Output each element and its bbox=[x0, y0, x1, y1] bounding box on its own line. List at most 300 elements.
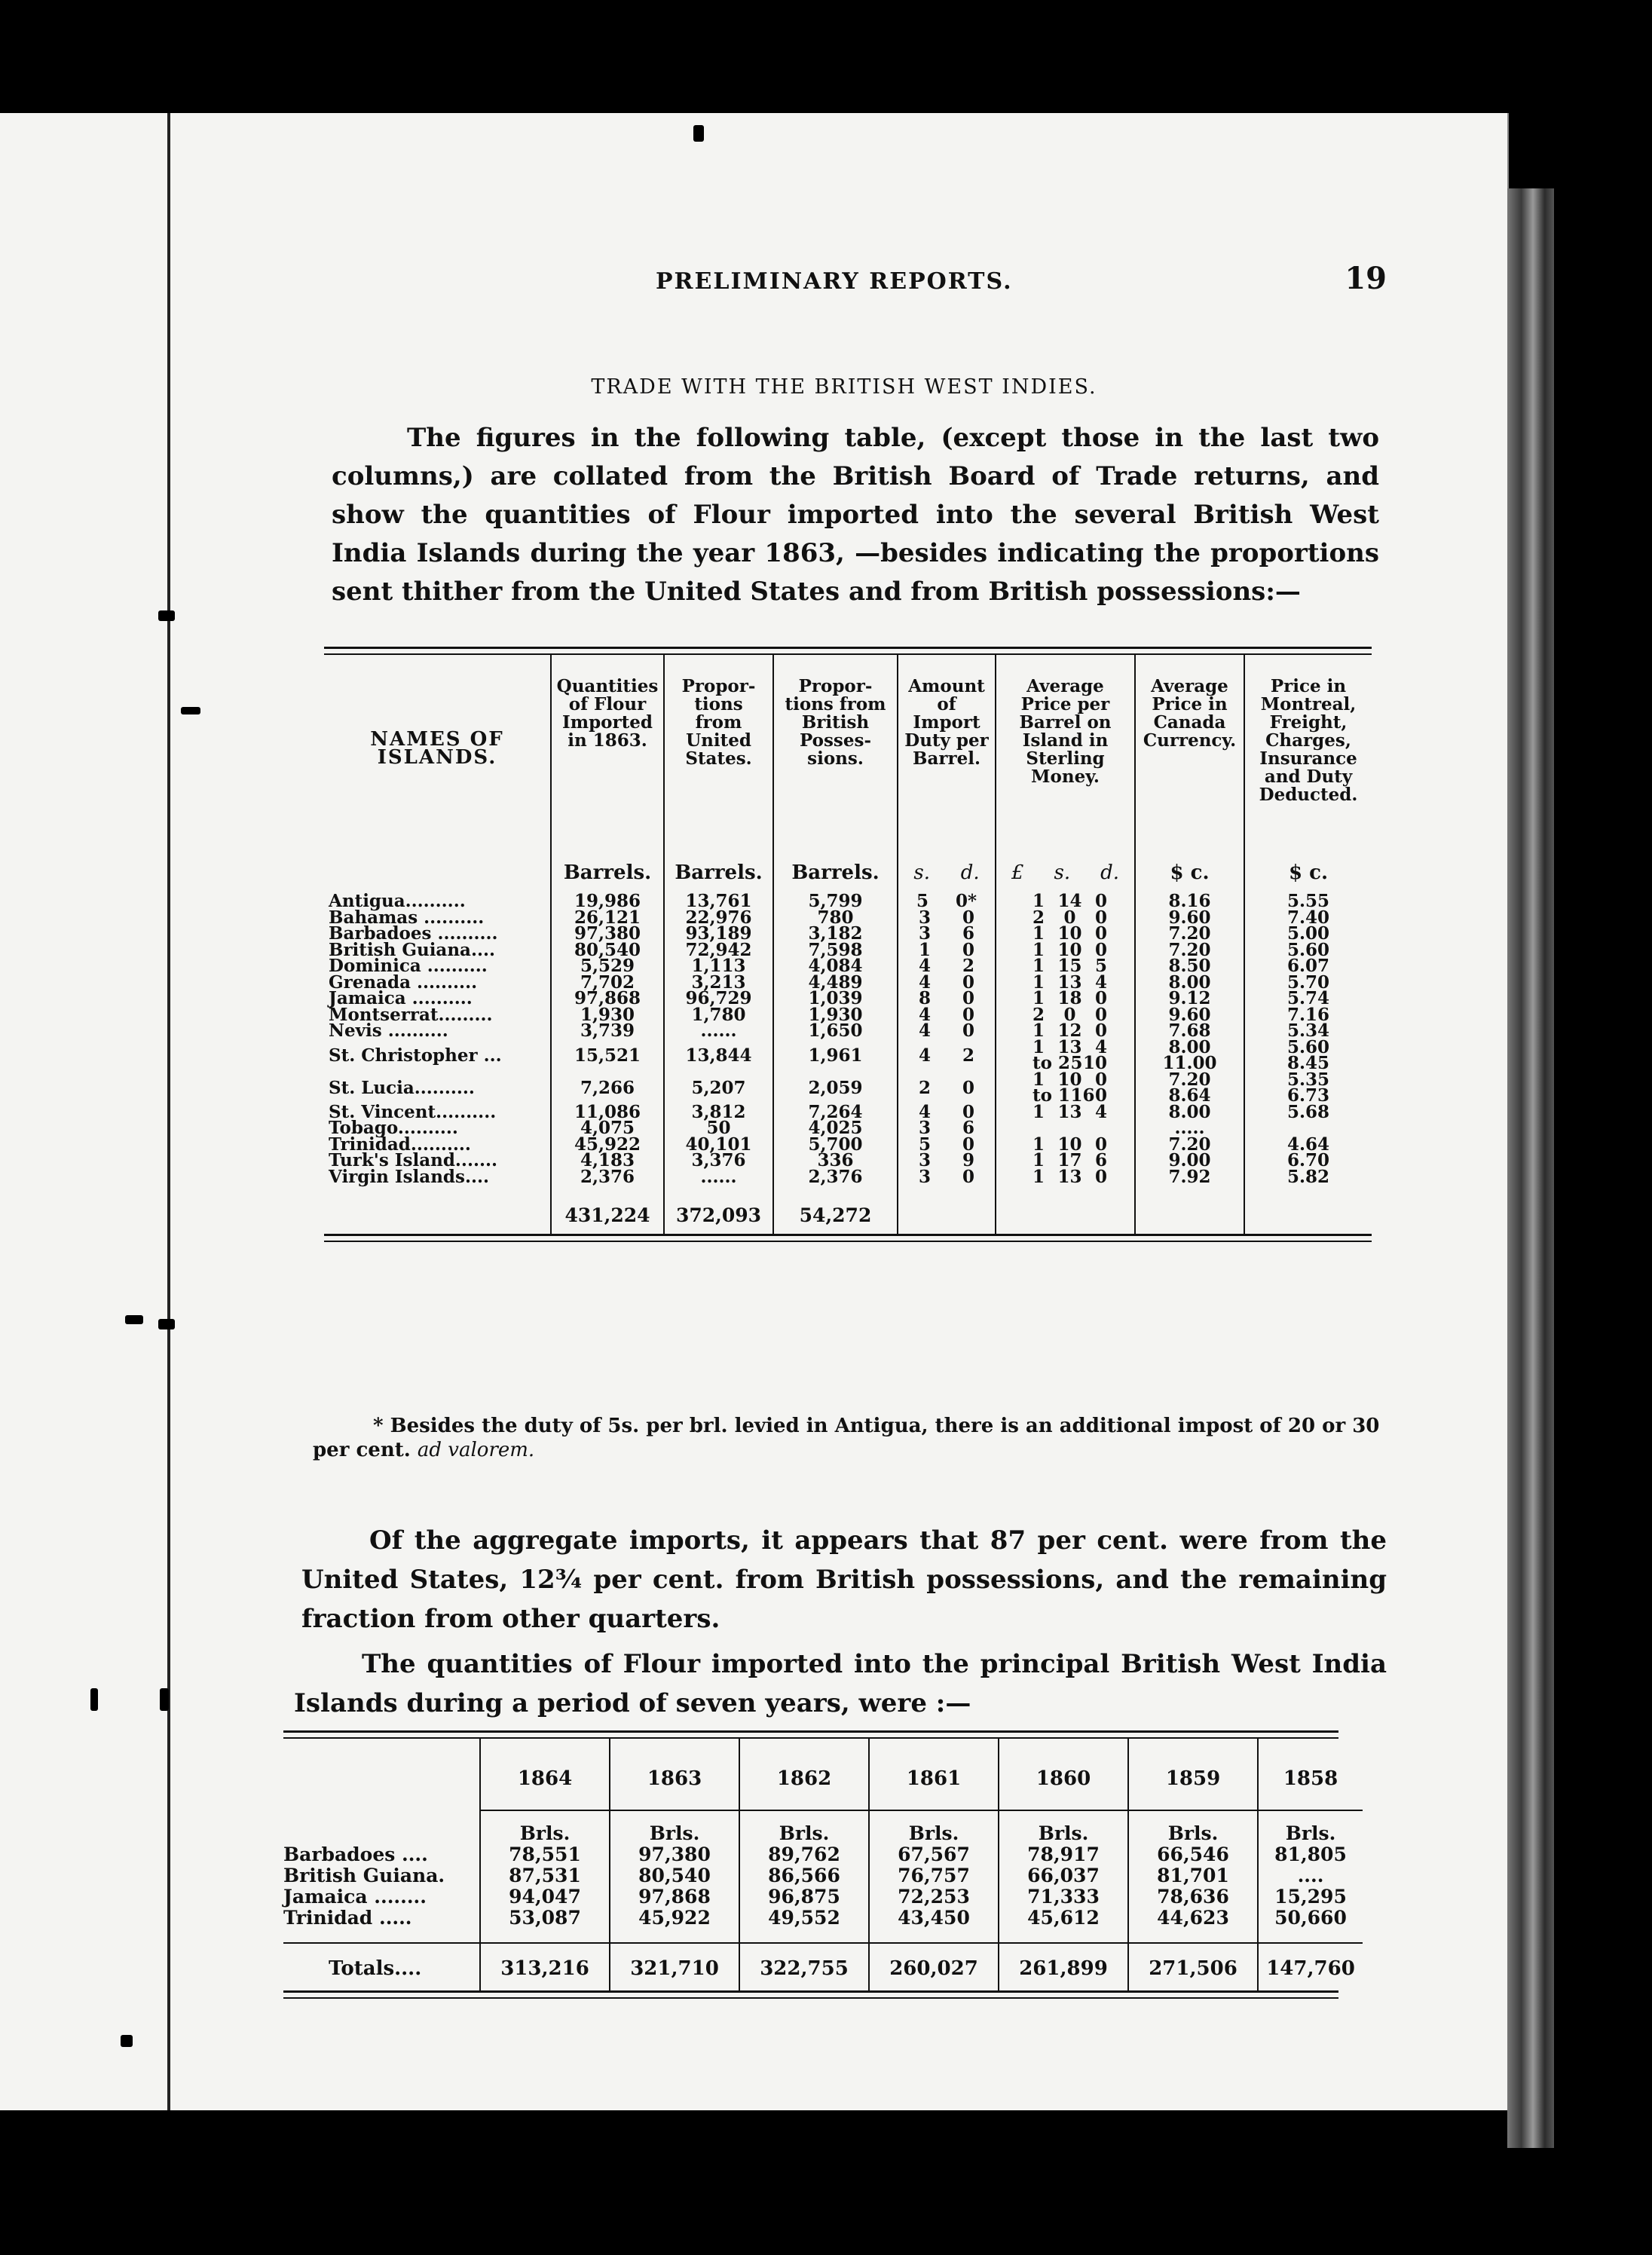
island-names-column bbox=[324, 889, 550, 1189]
table-cell: ...... bbox=[700, 1020, 737, 1041]
sterling-value: 0 bbox=[1094, 939, 1107, 960]
table-cell bbox=[903, 923, 990, 944]
table-cell: Virgin Islands.... bbox=[329, 1166, 489, 1187]
table-cell: Brls. bbox=[649, 1822, 700, 1844]
binding-mark bbox=[158, 1319, 175, 1329]
year-column bbox=[609, 1811, 739, 1942]
sterling-value: 13 bbox=[1057, 1101, 1082, 1122]
duty-value: 3 bbox=[918, 923, 931, 944]
table-cell: 11.00 bbox=[1162, 1053, 1217, 1073]
table-cell: 5.70 bbox=[1286, 971, 1330, 993]
table-cell: British Guiana.... bbox=[329, 939, 495, 960]
table-cell: Brls. bbox=[1038, 1822, 1089, 1844]
table-cell: 1,930 bbox=[580, 1004, 635, 1025]
table-cell: 9.12 bbox=[1168, 988, 1211, 1008]
table-units-row bbox=[324, 851, 1372, 889]
table-cell bbox=[903, 1020, 990, 1041]
table-cell: 71,333 bbox=[1027, 1886, 1100, 1908]
table-cell: 87,531 bbox=[509, 1865, 581, 1886]
column-header: Average Price in Canada Currency. bbox=[1134, 655, 1244, 851]
table-cell: 3,376 bbox=[691, 1150, 746, 1170]
table-cell bbox=[903, 1166, 990, 1187]
table-cell: 96,729 bbox=[685, 988, 752, 1008]
table-cell bbox=[903, 893, 990, 910]
table-cell: 3,812 bbox=[691, 1101, 746, 1122]
footnote-text: * Besides the duty of 5s. per brl. levied in Antigua, there is an additional impost of 20 or 30 per cent. bbox=[313, 1415, 1380, 1461]
section-title: TRADE WITH THE BRITISH WEST INDIES. bbox=[591, 375, 1097, 399]
sterling-value: 5 bbox=[1094, 956, 1107, 976]
sterling-value: 0 bbox=[1094, 1004, 1107, 1025]
table-cell bbox=[903, 958, 990, 975]
page-header bbox=[317, 261, 1387, 296]
totals-label: Totals.... bbox=[283, 1942, 479, 1990]
table-cell: 1,650 bbox=[808, 1020, 863, 1041]
table-cell: .... bbox=[1297, 1865, 1324, 1886]
binding-mark bbox=[160, 1688, 169, 1711]
unit-label: s. bbox=[913, 861, 930, 884]
sterling-value: 1 bbox=[1032, 971, 1045, 993]
table-cell: 5,799 bbox=[808, 891, 863, 911]
table-cell: 8.64 bbox=[1168, 1085, 1211, 1106]
table-header-row bbox=[324, 655, 1372, 851]
sterling-value: 12 bbox=[1057, 1020, 1082, 1041]
table-cell: 97,868 bbox=[574, 988, 641, 1008]
running-head: PRELIMINARY REPORTS. bbox=[656, 268, 1013, 295]
table-cell bbox=[903, 907, 990, 928]
column-header: Quantities of Flour Imported in 1863. bbox=[550, 655, 663, 851]
quantity-column bbox=[550, 889, 663, 1189]
unit-label: $ c. bbox=[1134, 851, 1244, 889]
table-cell: 45,612 bbox=[1027, 1907, 1100, 1929]
united-states-column bbox=[663, 889, 772, 1189]
table-cell: 96,875 bbox=[768, 1886, 840, 1908]
table-cell bbox=[903, 939, 990, 960]
duty-value: 0* bbox=[955, 891, 977, 911]
year-header: 1858 bbox=[1257, 1739, 1363, 1811]
table-cell: 43,450 bbox=[898, 1907, 970, 1929]
sterling-value: 1 bbox=[1032, 1020, 1045, 1041]
table-cell: 50,660 bbox=[1274, 1907, 1347, 1929]
unit-label: d. bbox=[1100, 861, 1119, 884]
table-cell: 5.60 bbox=[1286, 1036, 1330, 1057]
duty-value: 1 bbox=[918, 939, 931, 960]
table-cell: 80,540 bbox=[638, 1865, 711, 1886]
table-cell: 5.55 bbox=[1286, 891, 1330, 911]
year-total: 313,216 bbox=[479, 1942, 609, 1990]
table-cell: Barbadoes .... bbox=[283, 1843, 428, 1865]
year-column bbox=[1127, 1811, 1257, 1942]
table-cell: 3,739 bbox=[580, 1020, 635, 1041]
montreal-price-column bbox=[1244, 889, 1372, 1189]
year-column bbox=[998, 1811, 1127, 1942]
table-cell bbox=[903, 1152, 990, 1169]
unit-label: Barrels. bbox=[772, 851, 897, 889]
table-cell: 15,521 bbox=[574, 1045, 641, 1066]
table-cell: 6.73 bbox=[1286, 1085, 1330, 1106]
table-cell: 13,844 bbox=[685, 1045, 752, 1066]
table-cell: 50 bbox=[706, 1118, 731, 1138]
table-cell: 9.60 bbox=[1168, 907, 1211, 928]
duty-value: 0 bbox=[962, 1101, 974, 1122]
year-column bbox=[1257, 1811, 1363, 1942]
table-cell: 67,567 bbox=[898, 1843, 970, 1865]
table-cell: 336 bbox=[817, 1150, 854, 1170]
table-cell: St. Christopher ... bbox=[329, 1045, 502, 1066]
sterling-value: 1 bbox=[1032, 891, 1045, 911]
sterling-value: 6 bbox=[1094, 1150, 1107, 1170]
sterling-value: 1 bbox=[1032, 1036, 1045, 1057]
table-cell: 78,551 bbox=[509, 1843, 581, 1865]
seven-year-body bbox=[283, 1811, 1347, 1942]
table-cell: 72,942 bbox=[685, 939, 752, 960]
table-cell: 1,113 bbox=[691, 956, 746, 976]
sterling-value: 10 bbox=[1057, 1134, 1082, 1155]
year-total: 260,027 bbox=[868, 1942, 998, 1990]
table-cell bbox=[903, 1072, 990, 1104]
table-cell: Brls. bbox=[908, 1822, 959, 1844]
seven-year-table bbox=[283, 1730, 1355, 1999]
table-cell: 1,930 bbox=[808, 1004, 863, 1025]
table-cell: 9.00 bbox=[1168, 1150, 1211, 1170]
duty-value: 4 bbox=[918, 1020, 931, 1041]
table-cell bbox=[903, 1039, 990, 1072]
column-header: Average Price per Barrel on Island in Sterling Money. bbox=[995, 655, 1134, 851]
sterling-value: 1 bbox=[1032, 956, 1045, 976]
table-cell bbox=[903, 990, 990, 1007]
year-total: 322,755 bbox=[739, 1942, 868, 1990]
sterling-value: 4 bbox=[1094, 1101, 1107, 1122]
sterling-value: 0 bbox=[1094, 923, 1107, 944]
table-cell: 5.74 bbox=[1286, 988, 1330, 1008]
table-cell: Turk's Island....... bbox=[329, 1150, 497, 1170]
table-cell: Brls. bbox=[519, 1822, 571, 1844]
sterling-value: 13 bbox=[1057, 1036, 1082, 1057]
table-cell: 8.00 bbox=[1168, 1101, 1211, 1122]
sterling-value: 13 bbox=[1057, 971, 1082, 993]
table-cell: 89,762 bbox=[768, 1843, 840, 1865]
table-cell: Bahamas .......... bbox=[329, 907, 485, 928]
table-cell: 44,623 bbox=[1157, 1907, 1229, 1929]
table-cell: Brls. bbox=[779, 1822, 830, 1844]
table-cell: 13,761 bbox=[685, 891, 752, 911]
sterling-value: 13 bbox=[1057, 1166, 1082, 1187]
table-cell: 7.20 bbox=[1168, 1134, 1211, 1155]
sterling-value: 0 bbox=[1094, 1020, 1107, 1041]
duty-value: 0 bbox=[962, 1020, 974, 1041]
sterling-value: 2 bbox=[1032, 907, 1045, 928]
table-cell: 3,182 bbox=[808, 923, 863, 944]
table-cell: 78,636 bbox=[1157, 1886, 1229, 1908]
table-cell: 5.35 bbox=[1286, 1069, 1330, 1090]
table-cell bbox=[903, 971, 990, 993]
table-cell: 4,075 bbox=[580, 1118, 635, 1138]
table-cell: Grenada .......... bbox=[329, 971, 478, 993]
duty-value: 0 bbox=[962, 1004, 974, 1025]
sterling-value: 10 bbox=[1082, 1053, 1107, 1073]
year-total: 261,899 bbox=[998, 1942, 1127, 1990]
year-header-row bbox=[283, 1739, 1338, 1811]
table-cell: 5.82 bbox=[1286, 1166, 1330, 1187]
year-header: 1860 bbox=[998, 1739, 1127, 1811]
table-cell: Montserrat......... bbox=[329, 1004, 493, 1025]
flour-imports-table bbox=[324, 647, 1372, 1242]
year-total: 321,710 bbox=[609, 1942, 739, 1990]
sterling-value: 0 bbox=[1094, 891, 1107, 911]
table-cell: 7.40 bbox=[1286, 907, 1330, 928]
sterling-value: 0 bbox=[1094, 1085, 1107, 1106]
table-cell: Nevis .......... bbox=[329, 1020, 448, 1041]
table-cell: 7,266 bbox=[580, 1077, 635, 1098]
table-cell: 19,986 bbox=[574, 891, 641, 911]
sterling-value: 1 bbox=[1032, 923, 1045, 944]
duty-column bbox=[897, 889, 995, 1189]
table-cell: 66,037 bbox=[1027, 1865, 1100, 1886]
sterling-value: 2 bbox=[1032, 1004, 1045, 1025]
column-header: Amount of Import Duty per Barrel. bbox=[897, 655, 995, 851]
table-cell: 15,295 bbox=[1274, 1886, 1347, 1908]
duty-value: 6 bbox=[962, 1118, 974, 1138]
sterling-value: 1 bbox=[1032, 988, 1045, 1008]
table-cell: St. Vincent.......... bbox=[329, 1101, 497, 1122]
table-cell: 4,489 bbox=[808, 971, 863, 993]
table-cell: 5.00 bbox=[1286, 923, 1330, 944]
table-cell: 6.07 bbox=[1286, 956, 1330, 976]
table-cell bbox=[903, 1101, 990, 1122]
table-cell: 45,922 bbox=[638, 1907, 711, 1929]
sterling-value: 4 bbox=[1094, 971, 1107, 993]
table-cell: 7,702 bbox=[580, 971, 635, 993]
british-column bbox=[772, 889, 897, 1189]
footnote-italic: ad valorem. bbox=[417, 1439, 535, 1461]
table-cell bbox=[1001, 1166, 1130, 1187]
unit-label: Barrels. bbox=[663, 851, 772, 889]
sterling-value: 1 bbox=[1032, 1134, 1045, 1155]
table-cell: Brls. bbox=[1167, 1822, 1219, 1844]
table-cell: 66,546 bbox=[1157, 1843, 1229, 1865]
table-cell bbox=[903, 1120, 990, 1137]
gutter-line bbox=[167, 113, 170, 2110]
sterling-value: 10 bbox=[1057, 1069, 1082, 1090]
sterling-value: 10 bbox=[1057, 923, 1082, 944]
table-cell: 7.20 bbox=[1168, 923, 1211, 944]
sterling-value: to 2 bbox=[1032, 1053, 1070, 1073]
duty-value: 5 bbox=[918, 1134, 931, 1155]
unit-label: s. bbox=[1054, 861, 1071, 884]
table-cell: 49,552 bbox=[768, 1907, 840, 1929]
duty-value: 6 bbox=[962, 923, 974, 944]
duty-value: 4 bbox=[918, 1101, 931, 1122]
duty-value: 0 bbox=[962, 988, 974, 1008]
duty-value: 2 bbox=[962, 1045, 974, 1066]
table-cell: 81,701 bbox=[1157, 1865, 1229, 1886]
duty-value: 4 bbox=[918, 956, 931, 976]
duty-value: 8 bbox=[918, 988, 931, 1008]
table-cell: 8.00 bbox=[1168, 1036, 1211, 1057]
table-cell: St. Lucia.......... bbox=[329, 1077, 475, 1098]
table-cell: 8.45 bbox=[1286, 1053, 1330, 1073]
year-total: 271,506 bbox=[1127, 1942, 1257, 1990]
table-cell: 78,917 bbox=[1027, 1843, 1100, 1865]
footnote bbox=[313, 1414, 1383, 1462]
table-cell: 26,121 bbox=[574, 907, 641, 928]
sterling-value: 1 bbox=[1032, 1150, 1045, 1170]
table-cell: 5.68 bbox=[1286, 1101, 1330, 1122]
duty-value: 5 bbox=[916, 891, 928, 911]
sterling-value: 0 bbox=[1094, 1166, 1107, 1187]
aggregate-paragraph: Of the aggregate imports, it appears that 87 per cent. were from the United States, 12¾ per cent. from British possessions, and the remaining fraction from other quarters. bbox=[301, 1525, 1387, 1634]
sterling-value: 1 bbox=[1032, 1166, 1045, 1187]
year-header: 1863 bbox=[609, 1739, 739, 1811]
sterling-value: 1 bbox=[1032, 939, 1045, 960]
sterling-value: 10 bbox=[1057, 939, 1082, 960]
sterling-value: 15 bbox=[1057, 956, 1082, 976]
table-cell: 4.64 bbox=[1286, 1134, 1330, 1155]
column-header: Propor-tions from United States. bbox=[663, 655, 772, 851]
table-cell: British Guiana. bbox=[283, 1865, 445, 1886]
unit-label: d. bbox=[960, 861, 980, 884]
year-total: 147,760 bbox=[1257, 1942, 1363, 1990]
sterling-value: 0 bbox=[1094, 988, 1107, 1008]
duty-value: 0 bbox=[962, 1166, 974, 1187]
table-cell: 4,084 bbox=[808, 956, 863, 976]
total-value: 372,093 bbox=[663, 1189, 772, 1234]
table-cell: 97,868 bbox=[638, 1886, 711, 1908]
year-header: 1859 bbox=[1127, 1739, 1257, 1811]
sterling-value: 1 bbox=[1032, 1101, 1045, 1122]
table-cell: 1,039 bbox=[808, 988, 863, 1008]
table-cell: Jamaica ........ bbox=[283, 1886, 427, 1908]
sterling-value: 4 bbox=[1094, 1036, 1107, 1057]
sterling-value: 0 bbox=[1094, 1069, 1107, 1090]
sterling-value: 18 bbox=[1057, 988, 1082, 1008]
binding-mark bbox=[90, 1688, 98, 1711]
table-cell: 5,700 bbox=[808, 1134, 863, 1155]
sterling-value: 16 bbox=[1070, 1085, 1095, 1106]
t2-island-names-column bbox=[283, 1811, 479, 1942]
unit-label: $ c. bbox=[1244, 851, 1372, 889]
duty-value: 4 bbox=[918, 971, 931, 993]
table-cell: 8.00 bbox=[1168, 971, 1211, 993]
binding-mark bbox=[125, 1315, 143, 1324]
table-cell: 7.68 bbox=[1168, 1020, 1211, 1041]
table-cell: 7.20 bbox=[1168, 939, 1211, 960]
duty-value: 0 bbox=[962, 971, 974, 993]
table-cell: Trinidad ..... bbox=[283, 1907, 412, 1929]
table-cell: 1,780 bbox=[691, 1004, 746, 1025]
binding-mark bbox=[693, 125, 704, 142]
table-cell: 3,213 bbox=[691, 971, 746, 993]
duty-value: 3 bbox=[918, 907, 931, 928]
duty-value: 9 bbox=[962, 1150, 974, 1170]
duty-value: 4 bbox=[918, 1004, 931, 1025]
table-cell bbox=[903, 1134, 990, 1155]
sterling-value: 17 bbox=[1057, 1150, 1082, 1170]
table-totals-row bbox=[324, 1189, 1372, 1234]
table-cell: 2,376 bbox=[580, 1166, 635, 1187]
year-header: 1864 bbox=[479, 1739, 609, 1811]
year-header: 1862 bbox=[739, 1739, 868, 1811]
table-cell: 94,047 bbox=[509, 1886, 581, 1908]
table-cell: 8.50 bbox=[1168, 956, 1211, 976]
table-cell: 53,087 bbox=[509, 1907, 581, 1929]
table-cell: 9.60 bbox=[1168, 1004, 1211, 1025]
column-header: Propor-tions from British Posses-sions. bbox=[772, 655, 897, 851]
table-cell: 7,598 bbox=[808, 939, 863, 960]
table-cell: Jamaica .......... bbox=[329, 988, 473, 1008]
table-cell: Dominica .......... bbox=[329, 956, 488, 976]
table-cell: 8.16 bbox=[1168, 891, 1211, 911]
sterling-value: 1 bbox=[1032, 1069, 1045, 1090]
table-cell: Barbadoes .......... bbox=[329, 923, 498, 944]
sterling-price-column bbox=[995, 889, 1134, 1189]
duty-value: 0 bbox=[962, 939, 974, 960]
table-cell: 93,189 bbox=[685, 923, 752, 944]
total-value: 431,224 bbox=[550, 1189, 663, 1234]
table-cell: 76,757 bbox=[898, 1865, 970, 1886]
table-cell: 6.70 bbox=[1286, 1150, 1330, 1170]
table-cell: 97,380 bbox=[574, 923, 641, 944]
table-body bbox=[324, 889, 1372, 1189]
unit-label: Barrels. bbox=[550, 851, 663, 889]
year-column bbox=[479, 1811, 609, 1942]
table-cell: 86,566 bbox=[768, 1865, 840, 1886]
duty-value: 4 bbox=[918, 1045, 931, 1066]
seven-years-paragraph: The quantities of Flour imported into the principal British West India Islands during a period of seven years, were :— bbox=[294, 1649, 1387, 1718]
duty-value: 2 bbox=[962, 956, 974, 976]
sterling-value: 0 bbox=[1094, 1134, 1107, 1155]
table-cell: Trinidad.......... bbox=[329, 1134, 471, 1155]
table-cell bbox=[903, 1004, 990, 1025]
table-cell: 97,380 bbox=[638, 1843, 711, 1865]
table-cell: 4,183 bbox=[580, 1150, 635, 1170]
year-header: 1861 bbox=[868, 1739, 998, 1811]
binding-mark bbox=[181, 707, 200, 714]
duty-value: 2 bbox=[918, 1077, 931, 1098]
year-column bbox=[739, 1811, 868, 1942]
table-cell: 80,540 bbox=[574, 939, 641, 960]
table-cell: 5,207 bbox=[691, 1077, 746, 1098]
sterling-value: 14 bbox=[1057, 891, 1082, 911]
total-value: 54,272 bbox=[772, 1189, 897, 1234]
book-spine bbox=[1507, 188, 1554, 2148]
sterling-value: 0 bbox=[1063, 907, 1076, 928]
table-cell: 22,976 bbox=[685, 907, 752, 928]
table-cell: 7.16 bbox=[1286, 1004, 1330, 1025]
table-cell: 5,529 bbox=[580, 956, 635, 976]
unit-label: £ bbox=[1011, 861, 1024, 884]
table-cell: 4,025 bbox=[808, 1118, 863, 1138]
table-cell: Antigua.......... bbox=[329, 891, 466, 911]
sterling-value: 5 bbox=[1070, 1053, 1083, 1073]
table-cell: 780 bbox=[817, 907, 854, 928]
table-cell: 1,961 bbox=[808, 1045, 863, 1066]
binding-mark bbox=[121, 2035, 133, 2047]
sterling-value: 0 bbox=[1094, 907, 1107, 928]
year-column bbox=[868, 1811, 998, 1942]
duty-value: 0 bbox=[962, 1077, 974, 1098]
sterling-value: to 1 bbox=[1032, 1085, 1070, 1106]
table-cell bbox=[1001, 1101, 1130, 1122]
sterling-value: 0 bbox=[1063, 1004, 1076, 1025]
table-cell: 5.34 bbox=[1286, 1020, 1330, 1041]
duty-value: 0 bbox=[962, 1134, 974, 1155]
table-cell: 2,376 bbox=[808, 1166, 863, 1187]
table-cell: ..... bbox=[1174, 1118, 1205, 1138]
duty-value: 3 bbox=[918, 1166, 931, 1187]
duty-value: 3 bbox=[918, 1118, 931, 1138]
column-header: Price in Montreal, Freight, Charges, Insurance and Duty Deducted. bbox=[1244, 655, 1372, 851]
table-cell: 72,253 bbox=[898, 1886, 970, 1908]
